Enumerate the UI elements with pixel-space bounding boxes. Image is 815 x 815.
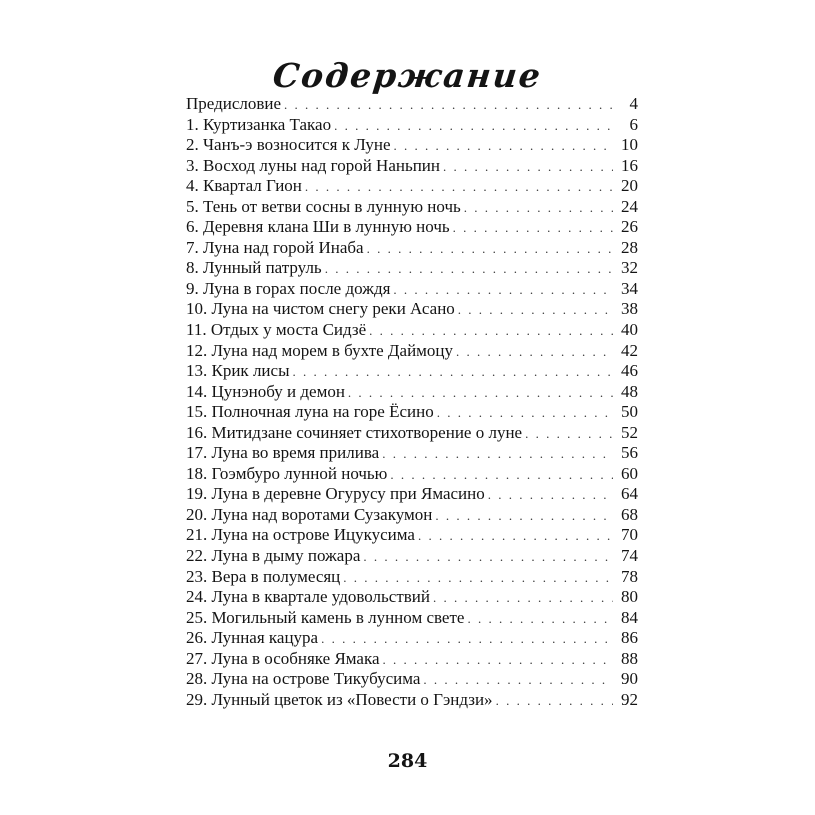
toc-entry xyxy=(186,279,638,300)
toc-entry-page: 40 xyxy=(621,320,638,340)
toc-entry-page: 48 xyxy=(621,381,638,401)
toc-entry xyxy=(186,176,638,197)
toc-entry-title: 7. Луна над горой Инаба xyxy=(186,237,364,257)
toc-entry-title: Предисловие xyxy=(186,94,282,113)
dot-leader xyxy=(394,136,614,157)
dot-leader xyxy=(418,526,613,547)
toc-entry xyxy=(186,238,638,259)
toc-entry-page: 34 xyxy=(621,278,638,298)
toc-entry xyxy=(186,484,638,505)
toc-entry-title: 19. Луна в деревне Огурусу при Ямасино xyxy=(186,484,485,504)
dot-leader xyxy=(382,444,613,465)
toc-entry-page: 4 xyxy=(629,94,638,113)
toc-entry-page: 28 xyxy=(621,237,638,257)
toc-entry-title: 29. Лунный цветок из «Повести о Гэндзи» xyxy=(186,689,493,709)
toc-entry-title: 21. Луна на острове Ицукусима xyxy=(186,525,415,545)
toc-entry-page: 68 xyxy=(621,504,638,524)
dot-leader xyxy=(305,177,613,198)
toc-entry xyxy=(186,217,638,238)
dot-leader xyxy=(348,383,613,404)
toc-entry xyxy=(186,156,638,177)
toc-entry-title: 1. Куртизанка Такао xyxy=(186,114,332,134)
toc-entry-page: 24 xyxy=(621,196,638,216)
toc-entry-title: 13. Крик лисы xyxy=(186,361,290,381)
toc-entry xyxy=(186,608,638,629)
toc-entry-page: 52 xyxy=(621,422,638,442)
toc-entry-title: 14. Цунэнобу и демон xyxy=(186,381,345,401)
toc-entry-title: 3. Восход луны над горой Наньпин xyxy=(186,155,441,175)
toc-entry-page: 90 xyxy=(621,669,638,689)
dot-leader xyxy=(390,465,613,486)
dot-leader xyxy=(321,629,613,650)
dot-leader xyxy=(334,116,613,137)
toc-entry xyxy=(186,423,638,444)
toc-entry-page: 60 xyxy=(621,463,638,483)
toc-entry-title: 11. Отдых у моста Сидзё xyxy=(186,320,367,340)
dot-leader xyxy=(488,485,613,506)
toc-entry xyxy=(186,443,638,464)
dot-leader xyxy=(443,157,613,178)
dot-leader xyxy=(393,280,613,301)
toc-entry-title: 10. Луна на чистом снегу реки Асано xyxy=(186,299,455,319)
toc-entry-title: 28. Луна на острове Тикубусима xyxy=(186,669,421,689)
dot-leader xyxy=(363,547,613,568)
toc-entry-title: 23. Вера в полумесяц xyxy=(186,566,341,586)
toc-entry-page: 92 xyxy=(621,689,638,709)
toc-entry xyxy=(186,299,638,320)
toc-entry xyxy=(186,587,638,608)
toc-entry-page: 10 xyxy=(621,135,638,155)
dot-leader xyxy=(433,588,613,609)
toc-entry xyxy=(186,382,638,403)
table-of-contents xyxy=(186,94,638,710)
toc-entry xyxy=(186,341,638,362)
toc-entry-title: 18. Гоэмбуро лунной ночью xyxy=(186,463,388,483)
dot-leader xyxy=(496,691,613,712)
toc-entry-page: 78 xyxy=(621,566,638,586)
toc-entry-page: 20 xyxy=(621,176,638,196)
toc-entry xyxy=(186,258,638,279)
toc-entry-title: 17. Луна во время прилива xyxy=(186,443,380,463)
page-number: 284 xyxy=(387,750,428,772)
toc-entry xyxy=(186,464,638,485)
toc-entry-title: 9. Луна в горах после дождя xyxy=(186,278,391,298)
toc-entry xyxy=(186,115,638,136)
dot-leader xyxy=(456,342,613,363)
dot-leader xyxy=(325,259,613,280)
dot-leader xyxy=(464,198,613,219)
toc-entry xyxy=(186,669,638,690)
toc-entry-title: 16. Митидзане сочиняет стихотворение о луне xyxy=(186,422,523,442)
dot-leader xyxy=(467,609,613,630)
dot-leader xyxy=(343,568,613,589)
toc-entry-page: 32 xyxy=(621,258,638,278)
page-title: Содержание xyxy=(271,56,544,95)
dot-leader xyxy=(458,300,613,321)
toc-entry-title: 22. Луна в дыму пожара xyxy=(186,546,361,566)
toc-entry xyxy=(186,546,638,567)
dot-leader xyxy=(383,650,613,671)
toc-entry-page: 70 xyxy=(621,525,638,545)
toc-entry-page: 6 xyxy=(629,114,638,134)
toc-entry xyxy=(186,320,638,341)
toc-entry-page: 16 xyxy=(621,155,638,175)
toc-entry-title: 15. Полночная луна на горе Ёсино xyxy=(186,402,434,422)
toc-entry-page: 74 xyxy=(621,546,638,566)
toc-entry-title: 25. Могильный камень в лунном свете xyxy=(186,607,465,627)
toc-entry-page: 84 xyxy=(621,607,638,627)
toc-entry-page: 42 xyxy=(621,340,638,360)
toc-entry xyxy=(186,361,638,382)
toc-entry-title: 26. Лунная кацура xyxy=(186,628,319,648)
dot-leader xyxy=(423,670,613,691)
toc-entry xyxy=(186,197,638,218)
dot-leader xyxy=(525,424,613,445)
toc-entry-page: 50 xyxy=(621,402,638,422)
toc-entry-page: 38 xyxy=(621,299,638,319)
dot-leader xyxy=(284,95,613,116)
toc-entry-page: 80 xyxy=(621,587,638,607)
toc-entry-page: 46 xyxy=(621,361,638,381)
toc-entry-title: 27. Луна в особняке Ямака xyxy=(186,648,380,668)
toc-entry-title: 4. Квартал Гион xyxy=(186,176,302,196)
toc-entry-page: 56 xyxy=(621,443,638,463)
toc-entry-title: 12. Луна над морем в бухте Даймоцу xyxy=(186,340,454,360)
toc-entry-title: 20. Луна над воротами Сузакумон xyxy=(186,504,433,524)
toc-entry xyxy=(186,402,638,423)
toc-entry-title: 5. Тень от ветви сосны в лунную ночь xyxy=(186,196,461,216)
toc-entry xyxy=(186,567,638,588)
dot-leader xyxy=(437,403,613,424)
toc-entry-title: 8. Лунный патруль xyxy=(186,258,322,278)
toc-entry-page: 26 xyxy=(621,217,638,237)
toc-entry-title: 6. Деревня клана Ши в лунную ночь xyxy=(186,217,450,237)
toc-entry-page: 88 xyxy=(621,648,638,668)
toc-entry-page: 64 xyxy=(621,484,638,504)
toc-entry-page: 86 xyxy=(621,628,638,648)
toc-entry xyxy=(186,135,638,156)
toc-entry xyxy=(186,505,638,526)
toc-entry xyxy=(186,628,638,649)
dot-leader xyxy=(293,362,614,383)
dot-leader xyxy=(453,218,613,239)
toc-entry xyxy=(186,94,638,115)
toc-entry-title: 2. Чанъ-э возносится к Луне xyxy=(186,135,391,155)
toc-entry xyxy=(186,690,638,711)
dot-leader xyxy=(367,239,613,260)
toc-entry xyxy=(186,525,638,546)
dot-leader xyxy=(369,321,613,342)
dot-leader xyxy=(435,506,613,527)
toc-entry xyxy=(186,649,638,670)
toc-entry-title: 24. Луна в квартале удовольствий xyxy=(186,587,430,607)
